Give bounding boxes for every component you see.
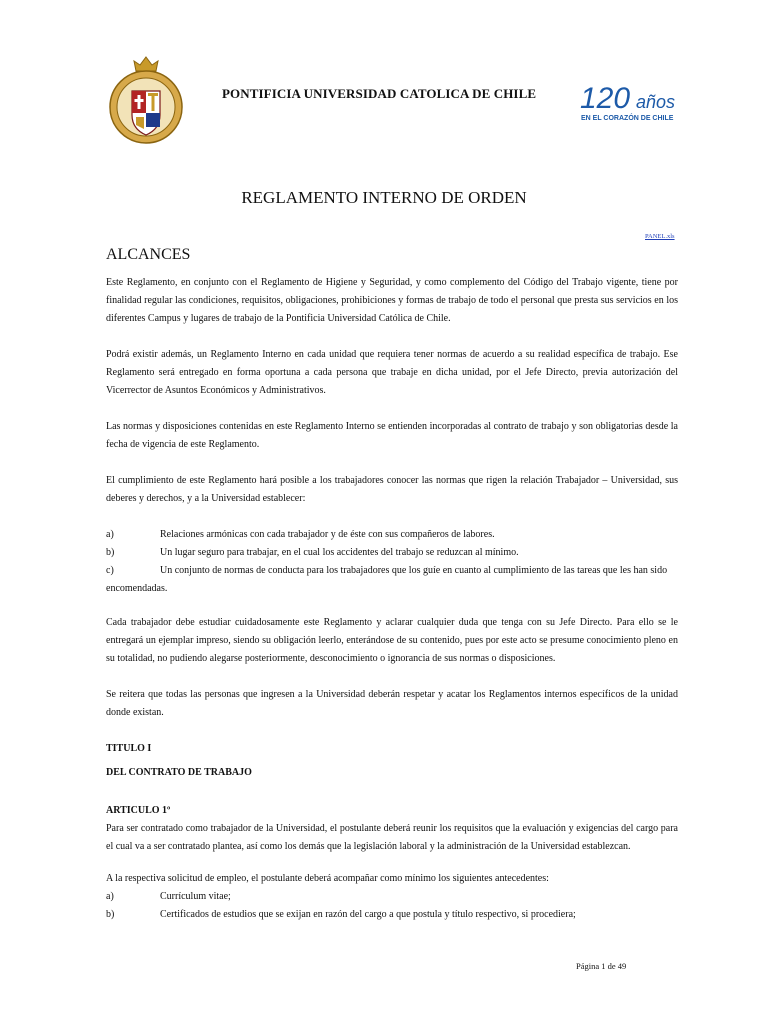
paragraph-2: Podrá existir además, un Reglamento Interno en cada unidad que requiera tener normas de acuerdo a su realidad específica de trabajo. Ese Reglamento será entregado en forma oportuna a cada persona que trabaje en dicha unidad, por el Jefe Directo, previa autorización del Vicerrector de Asuntos Económicos y Administrativos. <box>106 349 678 396</box>
anniversary-word: años <box>636 92 676 112</box>
articulo-heading: ARTICULO 1º <box>106 805 171 816</box>
university-name: PONTIFICIA UNIVERSIDAD CATOLICA DE CHILE <box>222 86 537 101</box>
document-title: REGLAMENTO INTERNO DE ORDEN <box>241 188 527 207</box>
list-text: Un conjunto de normas de conducta para los trabajadores que los guíe en cuanto al cumplimiento de las tareas que les han sido <box>160 565 668 576</box>
list-text: Relaciones armónicas con cada trabajador y de éste con sus compañeros de labores. <box>160 529 495 540</box>
panel-xls-link[interactable]: PANEL.xls <box>645 233 675 240</box>
titulo-heading: TITULO I <box>106 743 152 754</box>
list-item <box>106 888 678 906</box>
list-marker: c) <box>106 565 114 576</box>
anniversary-tagline: EN EL CORAZÓN DE CHILE <box>581 115 674 122</box>
list-text: Currículum vitae; <box>160 891 231 902</box>
anniversary-120-logo-icon <box>578 80 690 124</box>
titulo-subheading: DEL CONTRATO DE TRABAJO <box>106 767 252 778</box>
list-item <box>106 526 678 544</box>
list-marker: a) <box>106 529 114 540</box>
paragraph-3: Las normas y disposiciones contenidas en este Reglamento Interno se entienden incorporadas al contrato de trabajo y son obligatorias desde la fecha de vigencia de este Reglamento. <box>106 421 678 450</box>
list-item <box>106 562 678 580</box>
list-marker: a) <box>106 891 114 902</box>
list-item <box>106 906 678 924</box>
anniversary-number: 120 <box>580 82 631 115</box>
paragraph-8: A la respectiva solicitud de empleo, el postulante deberá acompañar como mínimo los siguientes antecedentes: <box>106 873 549 884</box>
paragraph-5: Cada trabajador debe estudiar cuidadosamente este Reglamento y aclarar cualquier duda que tenga con su Jefe Directo. Para ello se le entregará un ejemplar impreso, siendo su obligación leerlo, enterándose de su contenido, pues por este acto se presume conocimiento pleno en su totalidad, no pudiendo alegarse posteriormente, desconocimiento o ignorancia de sus normas o disposiciones. <box>106 617 678 664</box>
list-item <box>106 544 678 562</box>
page-number: Página 1 de 49 <box>576 961 627 971</box>
paragraph-6: Se reitera que todas las personas que ingresen a la Universidad deberán respetar y acatar los Reglamentos internos específicos de la unidad donde existan. <box>106 689 678 718</box>
paragraph-1: Este Reglamento, en conjunto con el Reglamento de Higiene y Seguridad, y como complemento del Código del Trabajo vigente, tiene por finalidad regular las condiciones, requisitos, obligaciones, prohibiciones y formas de trabajo de todo el personal que presta sus servicios en los diferentes Campus y lugares de trabajo de la Pontificia Universidad Católica de Chile. <box>106 277 678 324</box>
list-item-continuation: encomendadas. <box>106 583 168 594</box>
list-text: Certificados de estudios que se exijan en razón del cargo a que postula y título respectivo, si procediera; <box>160 909 576 920</box>
paragraph-4: El cumplimiento de este Reglamento hará posible a los trabajadores conocer las normas que rigen la relación Trabajador – Universidad, sus deberes y derechos, y a la Universidad establecer: <box>106 475 678 504</box>
section-heading: ALCANCES <box>106 246 191 263</box>
list-marker: b) <box>106 547 115 558</box>
university-seal-icon <box>106 55 186 145</box>
list-text: Un lugar seguro para trabajar, en el cual los accidentes del trabajo se reduzcan al mínimo. <box>160 547 519 558</box>
list-marker: b) <box>106 909 115 920</box>
articulo-paragraph: Para ser contratado como trabajador de la Universidad, el postulante deberá reunir los requisitos que la evaluación y exigencias del cargo para el cual va a ser contratado plantea, así como los demás que la legislación laboral y la administración de la Universidad establezcan. <box>106 823 678 852</box>
